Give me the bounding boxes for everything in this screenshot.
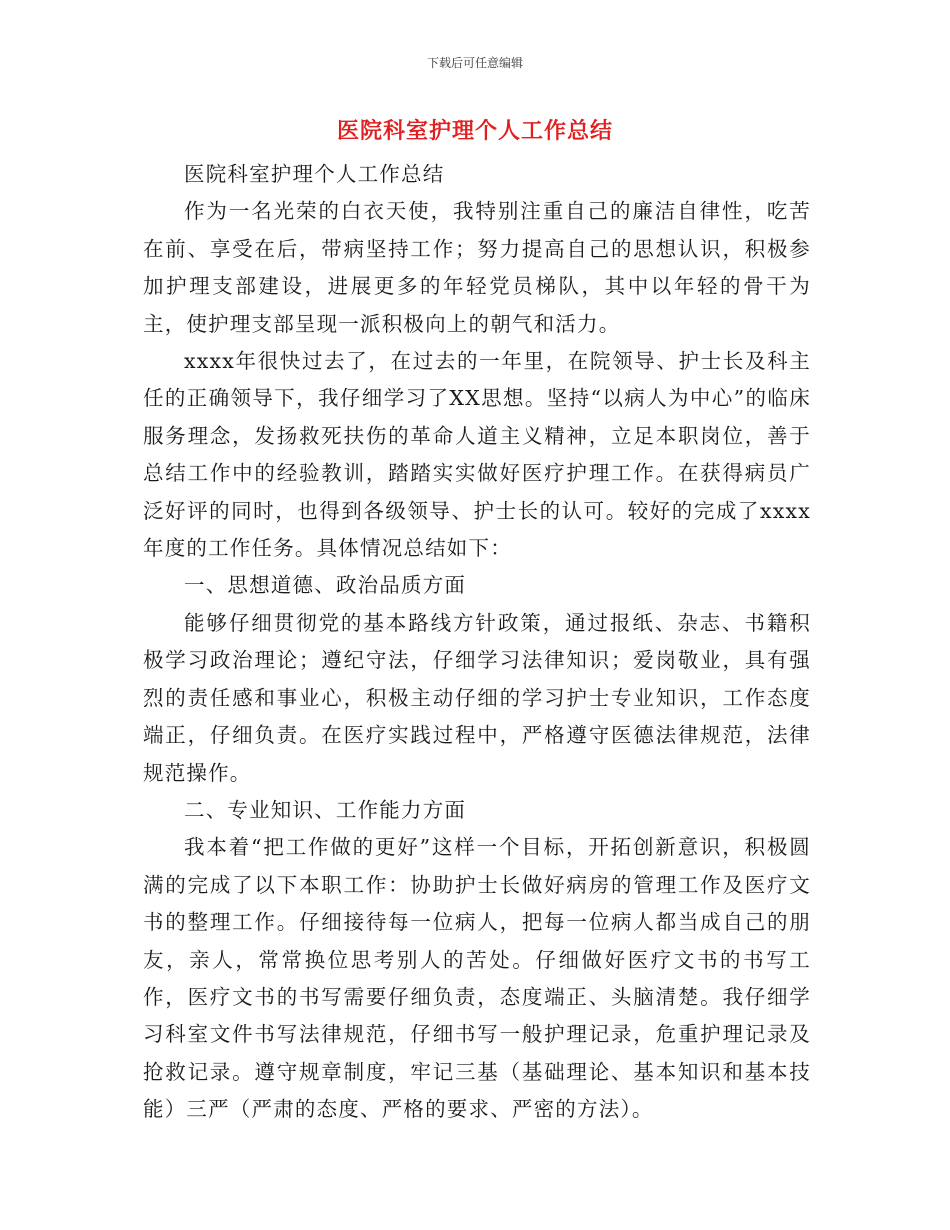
document-body: [143, 156, 811, 1129]
section-heading: 一、思想道德、政治品质方面: [184, 573, 467, 598]
section-heading: 二、专业知识、工作能力方面: [184, 797, 467, 822]
body-paragraph: 能够仔细贯彻党的基本路线方针政策，通过报纸、杂志、书籍积极学习政治理论；遵纪守法，仔细学习法律知识；爱岗敬业，具有强烈的责任感和事业心，积极主动仔细的学习护士专业知识，工作态度端正，仔细负责。在医疗实践过程中，严格遵守医德法律规范，法律规范操作。: [143, 610, 811, 785]
body-paragraph: xxxx年很快过去了，在过去的一年里，在院领导、护士长及科主任的正确领导下，我仔细学习了XX思想。坚持“以病人为中心”的临床服务理念，发扬救死扶伤的革命人道主义精神，立足本职岗位，善于总结工作中的经验教训，踏踏实实做好医疗护理工作。在获得病员广泛好评的同时，也得到各级领导、护士长的认可。较好的完成了xxxx年度的工作任务。具体情况总结如下：: [143, 349, 811, 561]
body-paragraph: 我本着“把工作做的更好”这样一个目标，开拓创新意识，积极圆满的完成了以下本职工作：协助护士长做好病房的管理工作及医疗文书的整理工作。仔细接待每一位病人，把每一位病人都当成自己的朋友，亲人，常常换位思考别人的苦处。仔细做好医疗文书的书写工作，医疗文书的书写需要仔细负责，态度端正、头脑清楚。我仔细学习科室文件书写法律规范，仔细书写一般护理记录，危重护理记录及抢救记录。遵守规章制度，牢记三基（基础理论、基本知识和基本技能）三严（严肃的态度、严格的要求、严密的方法）。: [143, 835, 811, 1122]
document-title: 医院科室护理个人工作总结: [336, 118, 613, 144]
page-header: 下载后可任意编辑: [426, 56, 523, 70]
subtitle-paragraph: 医院科室护理个人工作总结: [184, 162, 445, 186]
body-paragraph: 作为一名光荣的白衣天使，我特别注重自己的廉洁自律性，吃苦在前、享受在后，带病坚持工作；努力提高自己的思想认识，积极参加护理支部建设，进展更多的年轻党员梯队，其中以年轻的骨干为主，使护理支部呈现一派积极向上的朝气和活力。: [143, 199, 811, 336]
